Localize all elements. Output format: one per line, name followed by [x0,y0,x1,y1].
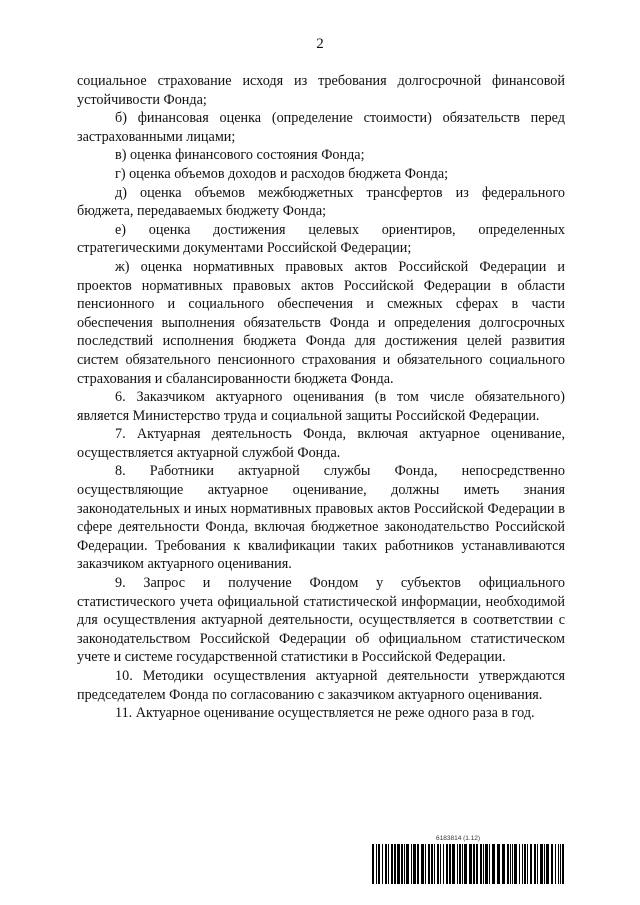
paragraph: 7. Актуарная деятельность Фонда, включая актуарное оценивание, осуществляется актуарной службой Фонда. [77,426,565,461]
paragraph: 11. Актуарное оценивание осуществляется не реже одного раза в год. [115,705,535,722]
paragraph: б) финансовая оценка (определение стоимости) обязательств перед застрахованными лицами; [77,110,565,145]
paragraph: 9. Запрос и получение Фондом у субъектов официального статистического учета официальной статистической информации, необходимой для осуществления актуарной деятельности, осуществляется в соответствии с законодательством Российской Федерации об официальном статистическом учете и системе государственной статистики в Российской Федерации. [77,575,565,666]
document-barcode-block [372,834,564,884]
page-number: 2 [316,36,324,52]
document-code: 6183814 (1.12) [436,835,481,842]
paragraph: социальное страхование исходя из требования долгосрочной финансовой устойчивости Фонда; [77,73,565,108]
paragraph: е) оценка достижения целевых ориентиров, определенных стратегическими документами Российской Федерации; [77,221,565,257]
paragraph: ж) оценка нормативных правовых актов Российской Федерации и проектов нормативных правовых актов Российской Федерации в области пенсионного и социального обеспечения и смежных сферах в части обеспечения выполнения обязательств Фонда и определения долгосрочных последствий исполнения бюджета Фонда для достижения целей развития систем обязательного пенсионного страхования и обязательного социального страхования и сбалансированности бюджета Фонда. [77,258,565,387]
paragraph: д) оценка объемов межбюджетных трансфертов из федерального бюджета, передаваемых бюджету Фонда; [77,184,565,220]
barcode-icon [372,844,564,884]
paragraph: 8. Работники актуарной службы Фонда, непосредственно осуществляющие актуарное оценивание, должны иметь знания законодательных и иных нормативных правовых актов Российской Федерации в сфере деятельности Фонда, включая бюджетное законодательство Российской Федерации. Требования к квалификации таких работников устанавливаются заказчиком актуарного оценивания. [77,463,565,573]
paragraph: г) оценка объемов доходов и расходов бюджета Фонда; [115,165,449,182]
paragraph: в) оценка финансового состояния Фонда; [115,147,365,164]
paragraph: 10. Методики осуществления актуарной деятельности утверждаются председателем Фонда по согласованию с заказчиком актуарного оценивания. [77,668,565,703]
paragraph: 6. Заказчиком актуарного оценивания (в том числе обязательного) является Министерство труда и социальной защиты Российской Федерации. [77,389,565,424]
document-body [77,72,565,723]
